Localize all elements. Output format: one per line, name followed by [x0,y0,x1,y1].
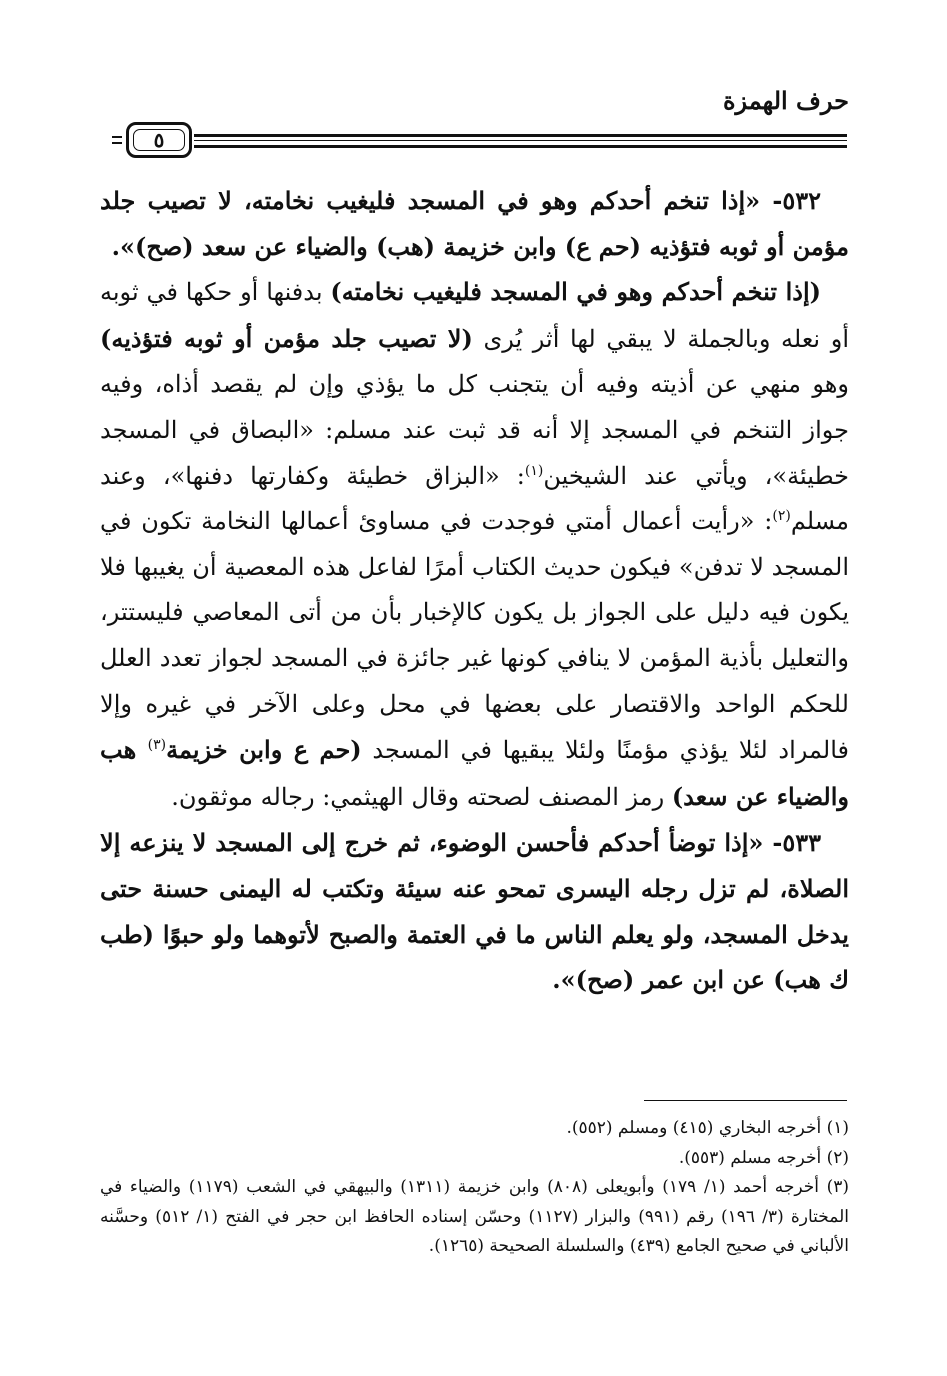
rule-line [194,140,847,141]
commentary-text: بدفنها أو حكها في ثوبه أو نعله وبالجملة لا يبقي لها أثر يُرى [100,278,849,353]
main-text [100,178,849,1003]
hadith-number: ٥٣٣- [772,828,821,858]
commentary-text: وهو منهي عن أذيته وفيه أن يتجنب كل ما يؤذي وإن لم يقصد أذاه، وفيه جواز التنخم في المسجد إلا أنه قد ثبت عند مسلم: «البصاق في المسجد خطيئة»، ويأتي عند الشيخين [100,370,849,490]
quote-bold: (لا تصيب جلد مؤمن أو ثوبه فتؤذيه) [100,323,473,353]
source-bold: (حم ع وابن خزيمة [166,735,362,765]
footnote-separator [644,1100,847,1101]
footnote-3: (٣) أخرجه أحمد (١/ ١٧٩) وأبويعلى (٨٠٨) وابن خزيمة (١٣١١) والبيهقي في الشعب (١١٧٩) والضياء في المختارة (٣/ ١٩٦) رقم (٩٩١) والبزار (١١٢٧) وحسّن إسناده الحافظ ابن حجر في الفتح (١/ ٥١٢) وحسَّنه الألباني في صحيح الجامع (٤٣٩) والسلسلة الصحيحة (١٢٦٥). [100,1177,850,1256]
rule-line [194,134,847,137]
rule-line [194,145,847,148]
commentary-text: : «رأيت أعمال أمتي فوجدت في مساوئ أعمالها النخامة تكون في المسجد لا تدفن» فيكون حديث الكتاب أمرًا لفاعل هذه المعصية أن يغيبها فلا يكون فيه دليل على الجواز بل يكون كالإخبار بأن من أتى المعاصي فليستتر، والتعليل بأذية المؤمن لا ينافي كونها غير جائزة في المسجد لجواز تعدد العلل للحكم الواحد والاقتصار على بعضها في محل وعلى الآخر في غيره وإلا فالمراد لئلا يؤذي مؤمنًا ولئلا يبقيها في المسجد [100,507,850,765]
footnote-2: (٢) أخرجه مسلم (٥٥٣). [678,1147,849,1168]
commentary-text: رمز المصنف لصحته وقال الهيثمي: رجاله موثقون. [171,782,672,811]
hadith-532 [100,178,849,269]
rule-tick [112,142,122,144]
footnote-ref-3[interactable]: (٣) [147,737,167,754]
hadith-533 [100,820,849,1002]
commentary-532 [100,269,849,820]
source-bold: هب والضياء عن سعد) [100,735,849,811]
hadith-text: «إذا توضأ أحدكم فأحسن الوضوء، ثم خرج إلى المسجد لا ينزعه إلا الصلاة، لم تزل رجله اليسرى تمحو عنه سيئة وتكتب له اليمنى حسنة حتى يدخل المسجد، ولو يعلم الناس ما في العتمة والصبح لأتوهما ولو حبوًا (طب ك هب) عن ابن عمر (صح)». [100,828,849,995]
hadith-number: ٥٣٢- [772,186,821,215]
footnote-1: (١) أخرجه البخاري (٤١٥) ومسلم (٥٥٢). [566,1118,849,1138]
header-rule [112,120,847,164]
hadith-text: «إذا تنخم أحدكم وهو في المسجد فليغيب نخامته، لا تصيب جلد مؤمن أو ثوبه فتؤذيه (حم ع) وابن خزيمة (هب) والضياء عن سعد (صح)». [100,186,849,261]
page-number-box [126,122,192,158]
footnote-ref-2[interactable]: (٢) [772,508,791,525]
footnotes [100,1114,849,1262]
rule-tick [112,136,122,138]
quote-bold: (إذا تنخم أحدكم وهو في المسجد فليغيب نخامته) [330,277,821,307]
commentary-text: : «البزاق خطيئة وكفارتها دفنها»، وعند مسلم [100,461,849,536]
footnote-ref-1[interactable]: (١) [524,462,544,479]
page-number: ٥ [133,129,185,151]
running-header-title: حرف الهمزة [722,86,849,115]
